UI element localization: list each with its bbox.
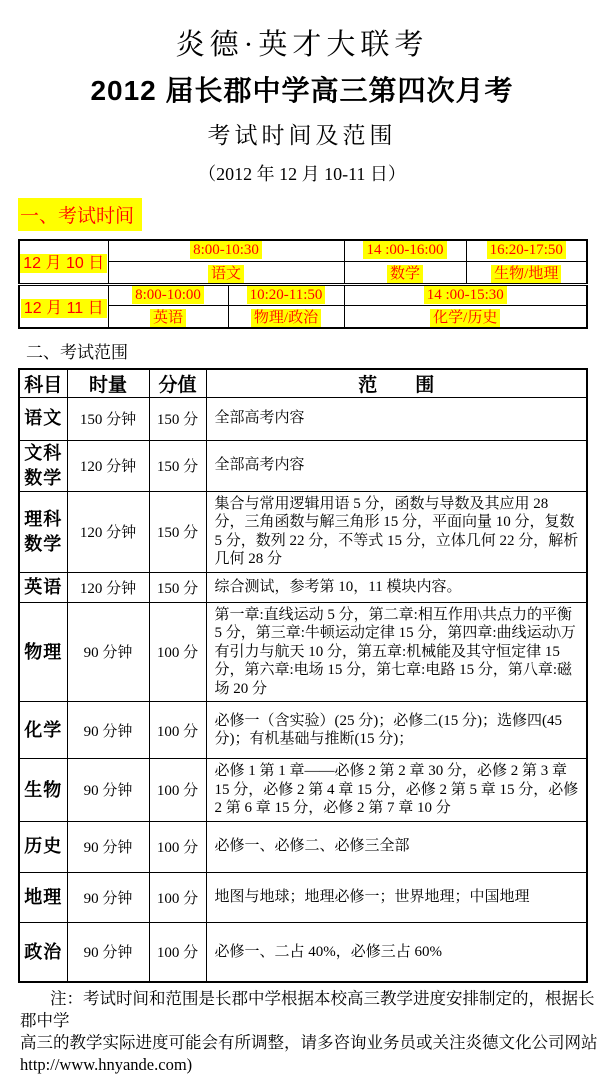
subject-cell: 化学 (19, 702, 67, 759)
subject-cell: 物理 (19, 602, 67, 702)
range-cell: 全部高考内容 (206, 440, 587, 491)
date-cell-day1 (19, 240, 108, 284)
subject-cell: 英语 (19, 572, 67, 602)
document-header (18, 22, 586, 186)
subject-cell: 生物 (19, 759, 67, 822)
column-header-range: 范 围 (206, 369, 587, 398)
range-cell: 集合与常用逻辑用语 5 分，函数与导数及其应用 28 分，三角函数与解三角形 15 分，平面向量 10 分，复数 5 分，数列 22 分，不等式 15 分，立体几何 22 分，解析几何 28 分 (206, 491, 587, 572)
duration-cell: 150 分钟 (67, 397, 149, 440)
subject-cell: 政治 (19, 922, 67, 982)
score-cell: 100 分 (149, 702, 206, 759)
score-cell: 100 分 (149, 922, 206, 982)
subject-cell: 文科 数学 (19, 440, 67, 491)
score-cell: 100 分 (149, 759, 206, 822)
time-label: 16:20-17:50 (487, 241, 566, 259)
table-row (19, 602, 587, 702)
subject-cell: 理科 数学 (19, 491, 67, 572)
section-heading-exam-time: 一、考试时间 (18, 198, 142, 231)
footnote-line: 注：考试时间和范围是长郡中学根据本校高三教学进度安排制定的，根据长郡中学 (20, 990, 595, 1030)
duration-cell: 90 分钟 (67, 602, 149, 702)
table-row (19, 440, 587, 491)
time-label: 10:20-11:50 (247, 286, 326, 304)
range-cell: 必修 1 第 1 章——必修 2 第 2 章 30 分，必修 2 第 3 章 15 分，必修 2 第 4 章 15 分，必修 2 第 5 章 15 分，必修 2 第 6 章 15 分，必修 2 第 7 章 10 分 (206, 759, 587, 822)
range-cell: 第一章:直线运动 5 分，第二章:相互作用\共点力的平衡 5 分，第三章:牛顿运动定律 15 分，第四章:曲线运动\万有引力与航天 10 分，第五章:机械能及其守恒定律 15 分，第六章:电场 15 分，第七章:电路 15 分，第八章:磁场 20 分 (206, 602, 587, 702)
column-header-subject: 科目 (19, 369, 67, 398)
duration-cell: 90 分钟 (67, 759, 149, 822)
subject-label: 化学/历史 (430, 309, 500, 327)
subject-label: 物理/政治 (251, 309, 321, 327)
range-cell: 必修一（含实验）(25 分)；必修二(15 分)；选修四(45 分)；有机基础与推断(15 分)； (206, 702, 587, 759)
date-cell-day2 (19, 284, 108, 328)
subject-cell (228, 305, 344, 328)
duration-cell: 90 分钟 (67, 872, 149, 922)
score-cell: 100 分 (149, 821, 206, 872)
date-label: 12 月 11 日 (21, 299, 107, 318)
subject-cell: 历史 (19, 821, 67, 872)
table-row (19, 491, 587, 572)
subject-cell (344, 305, 587, 328)
subject-label: 数学 (387, 265, 423, 283)
range-cell: 全部高考内容 (206, 397, 587, 440)
range-cell: 必修一、二占 40%，必修三占 60% (206, 922, 587, 982)
table-row (19, 572, 587, 602)
subject-cell (466, 261, 587, 284)
time-cell (108, 240, 344, 261)
duration-cell: 120 分钟 (67, 572, 149, 602)
column-header-duration: 时量 (67, 369, 149, 398)
time-label: 14 :00-15:30 (424, 286, 507, 304)
subject-cell (344, 261, 466, 284)
exam-schedule-table (18, 239, 588, 329)
duration-cell: 90 分钟 (67, 702, 149, 759)
subject-cell: 地理 (19, 872, 67, 922)
footnote-line: 高三的教学实际进度可能会有所调整，请多咨询业务员或关注炎德文化公司网站 (20, 1034, 598, 1052)
duration-cell: 120 分钟 (67, 440, 149, 491)
time-label: 8:00-10:00 (132, 286, 204, 304)
score-cell: 150 分 (149, 491, 206, 572)
subject-label: 语文 (208, 265, 244, 283)
footnote (4, 988, 602, 1076)
time-cell (344, 284, 587, 305)
footnote-url: http://www.hnyande.com) (20, 1055, 193, 1074)
time-label: 8:00-10:30 (190, 241, 262, 259)
range-cell: 地图与地球；地理必修一；世界地理；中国地理 (206, 872, 587, 922)
time-cell (466, 240, 587, 261)
subject-cell (108, 305, 228, 328)
date-label: 12 月 10 日 (20, 254, 107, 273)
section-heading-exam-scope: 二、考试范围 (26, 342, 128, 362)
duration-cell: 120 分钟 (67, 491, 149, 572)
table-row (19, 702, 587, 759)
score-cell: 150 分 (149, 440, 206, 491)
exam-scope-table (18, 368, 588, 984)
subject-label: 生物/地理 (491, 265, 561, 283)
exam-date-range: （2012 年 12 月 10-11 日） (198, 164, 406, 184)
exam-subtitle: 考试时间及范围 (207, 123, 397, 148)
subject-cell (108, 261, 344, 284)
score-cell: 150 分 (149, 397, 206, 440)
score-cell: 150 分 (149, 572, 206, 602)
table-row (19, 821, 587, 872)
brand-title: 炎德·英才大联考 (175, 29, 429, 61)
table-row (19, 759, 587, 822)
score-cell: 100 分 (149, 872, 206, 922)
exam-title: 2012 届长郡中学高三第四次月考 (90, 75, 514, 106)
table-header-row (19, 369, 587, 398)
range-cell: 综合测试，参考第 10，11 模块内容。 (206, 572, 587, 602)
range-cell: 必修一、必修二、必修三全部 (206, 821, 587, 872)
time-cell (228, 284, 344, 305)
score-cell: 100 分 (149, 602, 206, 702)
time-cell (108, 284, 228, 305)
duration-cell: 90 分钟 (67, 821, 149, 872)
table-row (19, 922, 587, 982)
subject-cell: 语文 (19, 397, 67, 440)
column-header-score: 分值 (149, 369, 206, 398)
schedule-row-day1-times (19, 240, 587, 261)
table-row (19, 872, 587, 922)
time-label: 14 :00-16:00 (363, 241, 446, 259)
duration-cell: 90 分钟 (67, 922, 149, 982)
subject-label: 英语 (150, 309, 186, 327)
time-cell (344, 240, 466, 261)
schedule-row-day2-times (19, 284, 587, 305)
table-row (19, 397, 587, 440)
